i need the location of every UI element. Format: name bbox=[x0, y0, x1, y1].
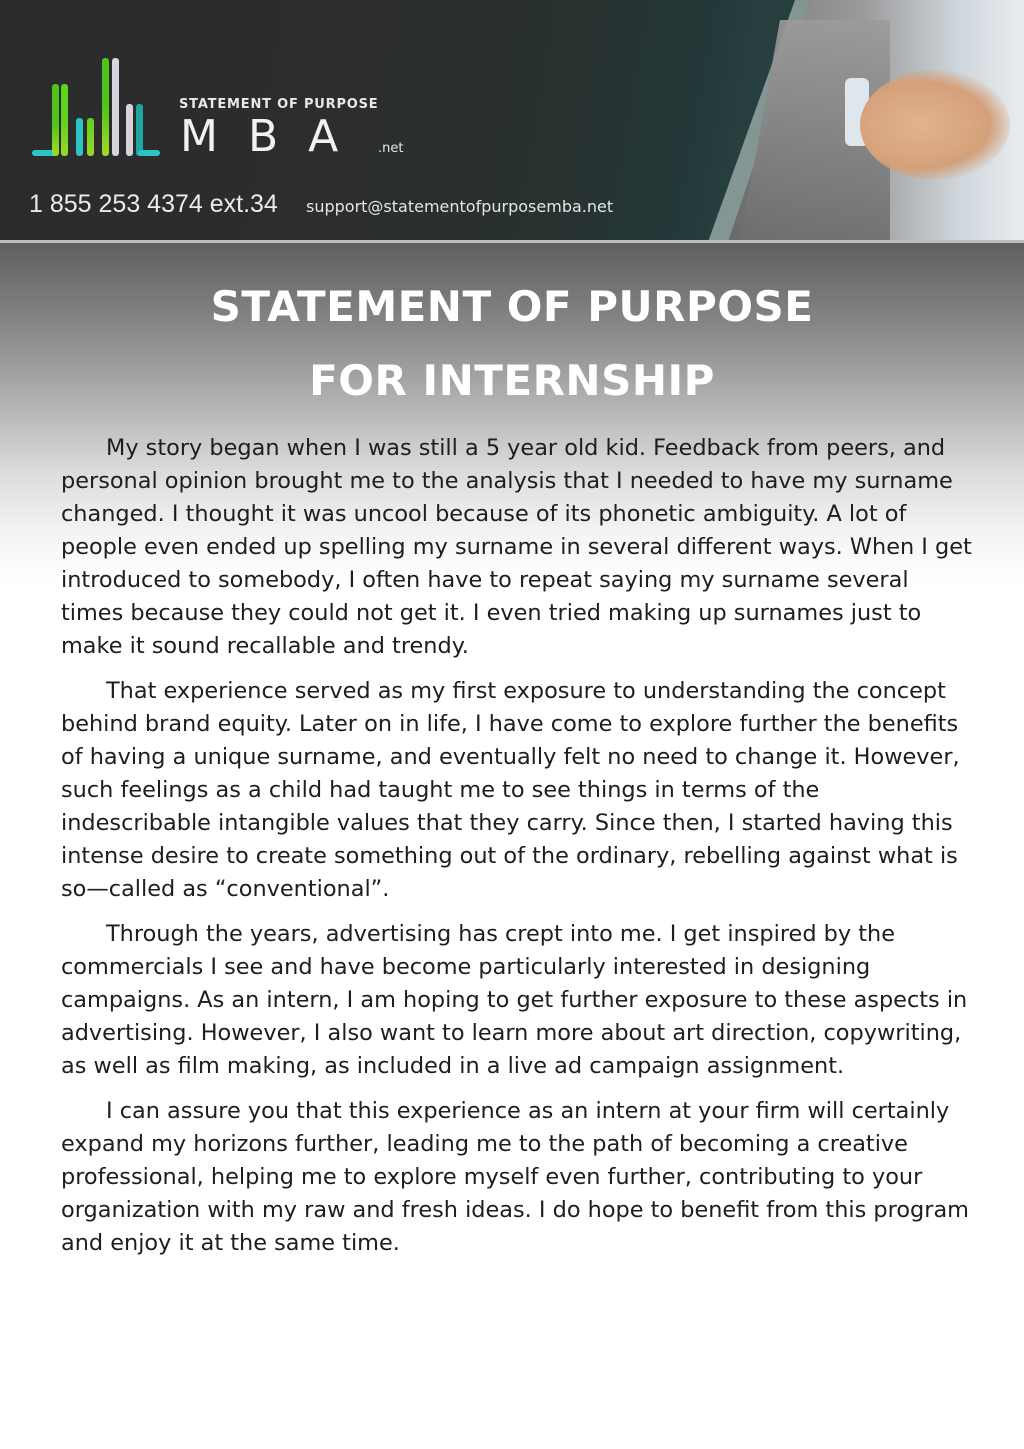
document-title bbox=[0, 270, 1024, 418]
document-body bbox=[61, 432, 976, 1272]
paragraph-1: My story began when I was still a 5 year old kid. Feedback from peers, and personal opinion brought me to the analysis that I needed to have my surname changed. I thought it was uncool because of its phonetic ambiguity. A lot of people even ended up spelling my surname in several different ways. When I get introduced to somebody, I often have to repeat saying my surname several times because they could not get it. I even tried making up surnames just to make it sound recallable and trendy. bbox=[61, 435, 972, 659]
paragraph-2: That experience served as my first exposure to understanding the concept behind brand equity. Later on in life, I have come to explore further the benefits of having a unique surname, and eventually felt no need to change it. However, such feelings as a child had taught me to see things in terms of the indescribable intangible values that they carry. Since then, I started having this intense desire to create something out of the ordinary, rebelling against what is so—called as “conventional”. bbox=[61, 678, 960, 902]
phone-number: 1 855 253 4374 ext.34 bbox=[29, 190, 278, 218]
handshake-image bbox=[860, 70, 1010, 180]
header-banner bbox=[0, 0, 1024, 242]
bar-chart-logo-icon bbox=[30, 52, 162, 156]
paragraph-4: I can assure you that this experience as an intern at your firm will certainly expand my horizons further, leading me to the path of becoming a creative professional, helping me to explore myself even further, contributing to your organization with my raw and fresh ideas. I do hope to benefit from this program and enjoy it at the same time. bbox=[61, 1098, 969, 1256]
paragraph-3: Through the years, advertising has crept into me. I get inspired by the commercials I see and have become particularly interested in designing campaigns. As an intern, I am hoping to get further exposure to these aspects in advertising. However, I also want to learn more about art direction, copywriting, as well as film making, as included in a live ad campaign assignment. bbox=[61, 921, 968, 1079]
logo-wordmark: MBA bbox=[180, 111, 369, 162]
support-email: support@statementofpurposemba.net bbox=[306, 197, 614, 216]
logo-tld: .net bbox=[378, 141, 404, 156]
logo-subtitle: STATEMENT OF PURPOSE bbox=[179, 97, 379, 112]
title-line-1: STATEMENT OF PURPOSE bbox=[210, 282, 814, 331]
title-line-2: FOR INTERNSHIP bbox=[309, 356, 715, 405]
